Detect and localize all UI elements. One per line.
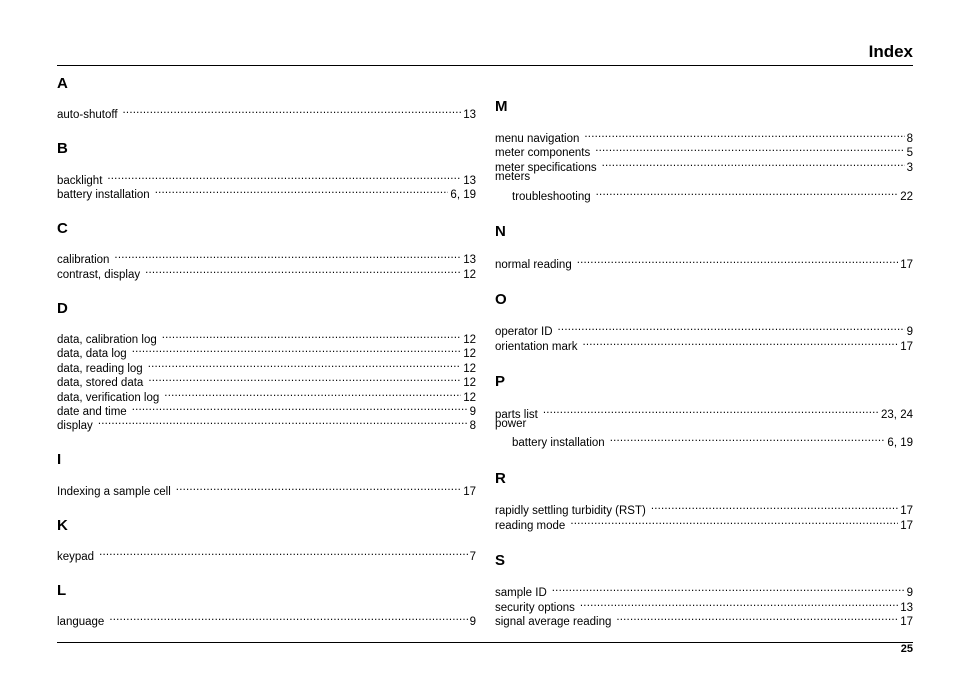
entry-page: 17 bbox=[900, 505, 913, 517]
entry-page: 12 bbox=[463, 363, 476, 375]
entry-page: 12 bbox=[463, 348, 476, 360]
dot-leader bbox=[145, 263, 461, 278]
dot-leader bbox=[552, 581, 905, 596]
section-letter-n: N bbox=[495, 223, 506, 240]
index-entry-heading bbox=[495, 170, 913, 185]
entry-page: 7 bbox=[469, 551, 476, 563]
entry-term: orientation mark bbox=[495, 341, 578, 353]
entry-page: 8 bbox=[906, 133, 913, 145]
dot-leader bbox=[132, 400, 468, 415]
entry-page: 6, 19 bbox=[450, 189, 476, 201]
dot-leader bbox=[543, 403, 879, 418]
entry-term: data, verification log bbox=[57, 392, 160, 404]
entry-term: meter specifications bbox=[495, 162, 597, 174]
dot-leader bbox=[123, 103, 462, 118]
entry-page: 3 bbox=[906, 162, 913, 174]
dot-leader bbox=[584, 127, 904, 142]
dot-leader bbox=[99, 545, 468, 560]
dot-leader bbox=[602, 156, 905, 171]
section-letter-l: L bbox=[57, 582, 67, 599]
section-letter-a: A bbox=[57, 75, 68, 92]
index-entry[interactable] bbox=[495, 253, 913, 271]
index-entry[interactable] bbox=[495, 141, 913, 159]
entry-page: 9 bbox=[906, 326, 913, 338]
entry-term: parts list bbox=[495, 409, 538, 421]
index-subentry[interactable] bbox=[512, 431, 913, 449]
entry-term: meter components bbox=[495, 147, 591, 159]
entry-term: backlight bbox=[57, 175, 103, 187]
section-letter-d: D bbox=[57, 300, 68, 317]
section-letter-o: O bbox=[495, 291, 507, 308]
dot-leader bbox=[582, 335, 898, 350]
entry-page: 22 bbox=[900, 191, 913, 203]
entry-page: 6, 19 bbox=[887, 437, 913, 449]
index-entry[interactable] bbox=[495, 403, 913, 421]
entry-page: 8 bbox=[469, 420, 476, 432]
entry-page: 13 bbox=[463, 254, 476, 266]
entry-page: 5 bbox=[906, 147, 913, 159]
top-rule bbox=[57, 65, 913, 66]
entry-page: 12 bbox=[463, 269, 476, 281]
index-entry[interactable] bbox=[495, 127, 913, 145]
entry-page: 23, 24 bbox=[881, 409, 913, 421]
entry-term: security options bbox=[495, 602, 575, 614]
entry-term: normal reading bbox=[495, 259, 572, 271]
dot-leader bbox=[132, 342, 462, 357]
dot-leader bbox=[610, 431, 886, 446]
index-entry-heading bbox=[495, 417, 913, 432]
index-entry[interactable] bbox=[495, 581, 913, 599]
index-entry[interactable] bbox=[57, 480, 476, 498]
index-entry[interactable] bbox=[57, 169, 476, 187]
entry-page: 12 bbox=[463, 377, 476, 389]
dot-leader bbox=[148, 371, 461, 386]
entry-term: rapidly settling turbidity (RST) bbox=[495, 505, 646, 517]
dot-leader bbox=[616, 610, 898, 625]
entry-term: operator ID bbox=[495, 326, 553, 338]
entry-page: 12 bbox=[463, 334, 476, 346]
entry-page: 9 bbox=[469, 406, 476, 418]
entry-page: 13 bbox=[463, 175, 476, 187]
entry-term: power bbox=[495, 418, 527, 430]
index-entry[interactable] bbox=[57, 414, 476, 432]
section-letter-r: R bbox=[495, 470, 506, 487]
entry-term: contrast, display bbox=[57, 269, 141, 281]
dot-leader bbox=[109, 610, 467, 625]
index-entry[interactable] bbox=[57, 248, 476, 266]
entry-term: data, stored data bbox=[57, 377, 144, 389]
index-entry[interactable] bbox=[57, 183, 476, 201]
section-letter-s: S bbox=[495, 552, 506, 569]
index-entry[interactable] bbox=[495, 320, 913, 338]
entry-term: battery installation bbox=[512, 437, 605, 449]
index-entry[interactable] bbox=[57, 263, 476, 281]
section-letter-m: M bbox=[495, 98, 508, 115]
dot-leader bbox=[107, 169, 461, 184]
page-number: 25 bbox=[900, 643, 913, 655]
entry-term: battery installation bbox=[57, 189, 150, 201]
index-entry[interactable] bbox=[57, 610, 476, 628]
entry-term: reading mode bbox=[495, 520, 566, 532]
entry-page: 17 bbox=[900, 616, 913, 628]
entry-page: 13 bbox=[900, 602, 913, 614]
index-entry[interactable] bbox=[57, 371, 476, 389]
index-entry[interactable] bbox=[495, 499, 913, 517]
entry-term: data, reading log bbox=[57, 363, 143, 375]
dot-leader bbox=[596, 185, 899, 200]
index-entry[interactable] bbox=[57, 400, 476, 418]
section-letter-i: I bbox=[57, 451, 62, 468]
entry-term: meters bbox=[495, 171, 531, 183]
entry-term: calibration bbox=[57, 254, 110, 266]
entry-page: 17 bbox=[900, 341, 913, 353]
entry-term: data, data log bbox=[57, 348, 127, 360]
dot-leader bbox=[155, 183, 449, 198]
section-letter-c: C bbox=[57, 220, 68, 237]
dot-leader bbox=[580, 596, 898, 611]
index-entry[interactable] bbox=[495, 156, 913, 174]
entry-page: 17 bbox=[463, 486, 476, 498]
entry-page: 9 bbox=[469, 616, 476, 628]
entry-term: menu navigation bbox=[495, 133, 580, 145]
bottom-rule bbox=[57, 642, 913, 643]
section-letter-k: K bbox=[57, 517, 68, 534]
index-subentry[interactable] bbox=[512, 185, 913, 203]
dot-leader bbox=[558, 320, 905, 335]
index-entry[interactable] bbox=[495, 610, 913, 628]
section-letter-p: P bbox=[495, 373, 506, 390]
dot-leader bbox=[176, 480, 461, 495]
index-entry[interactable] bbox=[57, 342, 476, 360]
entry-page: 13 bbox=[463, 109, 476, 121]
dot-leader bbox=[570, 514, 898, 529]
entry-term: language bbox=[57, 616, 105, 628]
entry-term: Indexing a sample cell bbox=[57, 486, 171, 498]
entry-term: date and time bbox=[57, 406, 127, 418]
dot-leader bbox=[98, 414, 468, 429]
entry-term: sample ID bbox=[495, 587, 547, 599]
dot-leader bbox=[162, 328, 461, 343]
entry-page: 17 bbox=[900, 520, 913, 532]
dot-leader bbox=[164, 386, 461, 401]
entry-term: auto-shutoff bbox=[57, 109, 118, 121]
dot-leader bbox=[114, 248, 461, 263]
entry-term: troubleshooting bbox=[512, 191, 591, 203]
index-entry[interactable] bbox=[57, 328, 476, 346]
dot-leader bbox=[651, 499, 898, 514]
index-entry[interactable] bbox=[57, 103, 476, 121]
page-title: Index bbox=[868, 42, 913, 61]
index-entry[interactable] bbox=[495, 514, 913, 532]
entry-term: data, calibration log bbox=[57, 334, 157, 346]
entry-page: 17 bbox=[900, 259, 913, 271]
entry-term: keypad bbox=[57, 551, 95, 563]
section-letter-b: B bbox=[57, 140, 68, 157]
dot-leader bbox=[577, 253, 898, 268]
index-entry[interactable] bbox=[57, 386, 476, 404]
entry-page: 12 bbox=[463, 392, 476, 404]
index-entry[interactable] bbox=[495, 596, 913, 614]
dot-leader bbox=[595, 141, 904, 156]
dot-leader bbox=[148, 357, 462, 372]
entry-term: display bbox=[57, 420, 93, 432]
entry-page: 9 bbox=[906, 587, 913, 599]
index-entry[interactable] bbox=[57, 357, 476, 375]
entry-term: signal average reading bbox=[495, 616, 612, 628]
index-entry[interactable] bbox=[495, 335, 913, 353]
index-entry[interactable] bbox=[57, 545, 476, 563]
